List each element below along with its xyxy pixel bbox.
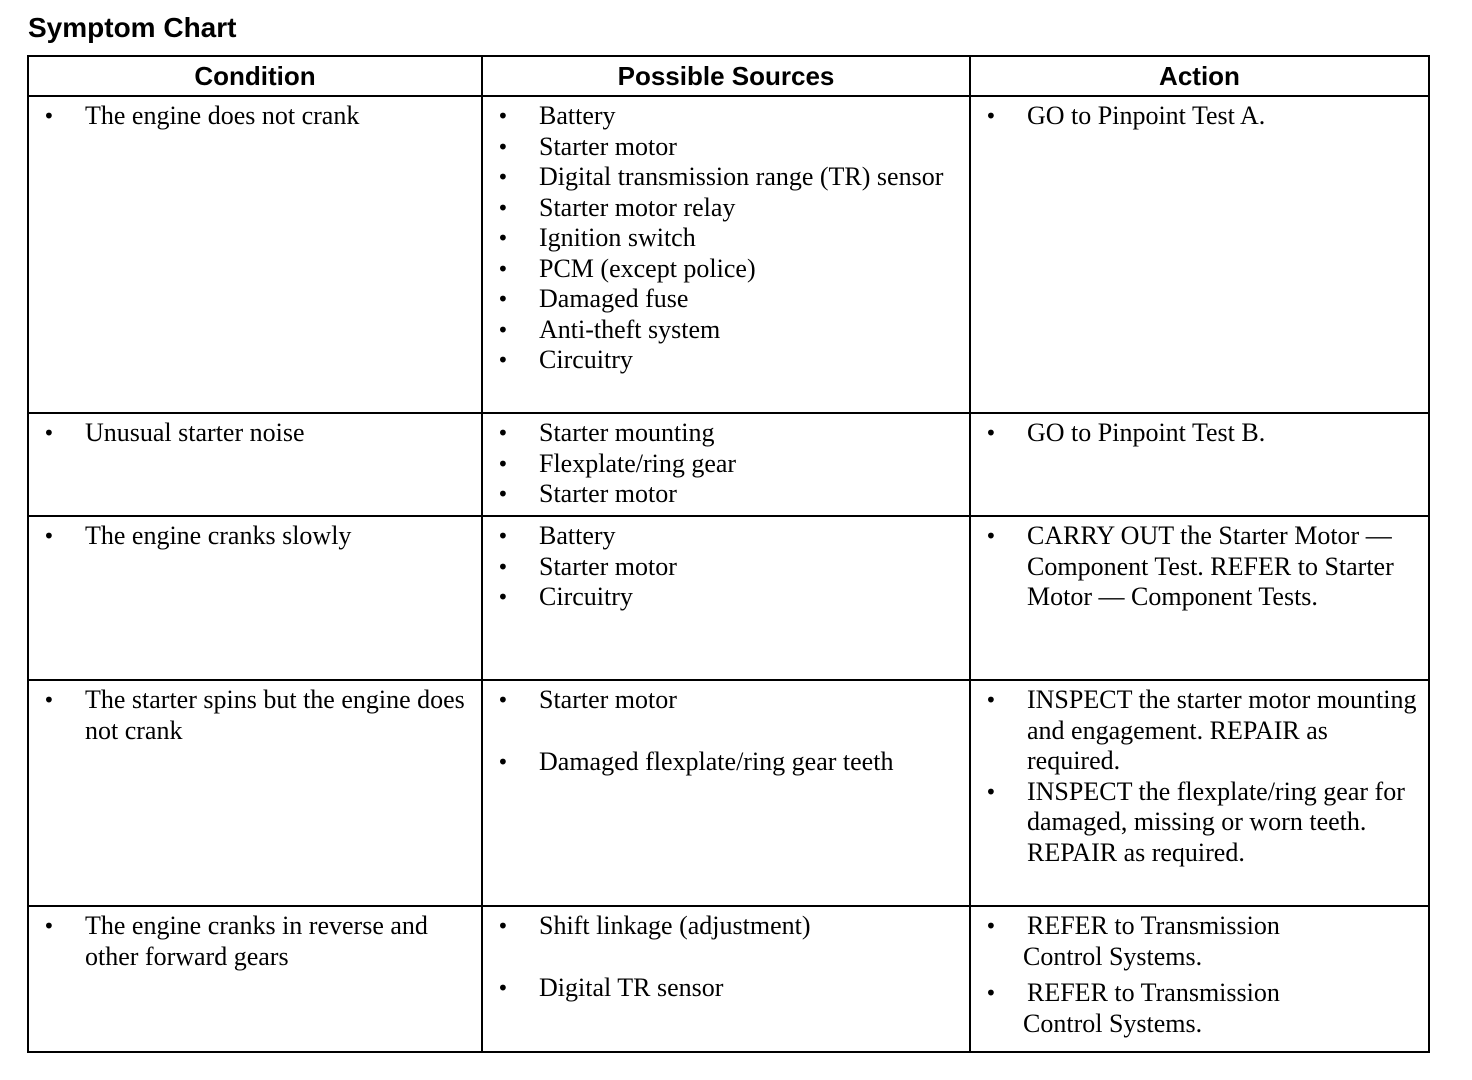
list-item: • INSPECT the starter motor mounting and engagement. REPAIR as required. [981,685,1420,777]
list-item: • Digital TR sensor [493,973,961,1004]
action-cell [970,906,1429,1052]
sources-cell [482,680,970,906]
column-header-condition: Condition [28,56,482,96]
table-row [28,906,1429,1052]
condition-cell [28,96,482,413]
action-cell [970,96,1429,413]
list-item: • GO to Pinpoint Test B. [981,418,1420,449]
list-item [981,911,1420,972]
list-item: • GO to Pinpoint Test A. [981,101,1420,132]
list-item: • The engine cranks in reverse and other forward gears [39,911,473,972]
list-item: • PCM (except police) [493,254,961,285]
condition-cell [28,680,482,906]
sources-cell [482,413,970,516]
action-cell [970,516,1429,680]
condition-cell [28,516,482,680]
page-title: Symptom Chart [28,12,237,43]
action-text: REFER to Transmission [1027,911,1280,940]
list-item: • Circuitry [493,345,961,376]
action-text: REFER to Transmission [1027,978,1280,1007]
list-item: • Starter motor [493,552,961,583]
list-item: • Shift linkage (adjustment) [493,911,961,942]
sources-cell [482,516,970,680]
action-text: Control Systems. [1023,941,1203,971]
condition-cell [28,413,482,516]
action-cell [970,413,1429,516]
list-item: • Anti-theft system [493,315,961,346]
list-item: • Digital transmission range (TR) sensor [493,162,961,193]
list-item: • Starter motor [493,685,961,716]
list-item: • Ignition switch [493,223,961,254]
column-header-sources: Possible Sources [482,56,970,96]
list-item: • Starter mounting [493,418,961,449]
action-text: Control Systems. [1023,1008,1203,1038]
header-row [28,56,1429,96]
list-item: • Circuitry [493,582,961,613]
table-row [28,96,1429,413]
list-item: • Starter motor relay [493,193,961,224]
list-item: • Damaged flexplate/ring gear teeth [493,747,961,778]
list-item: • Unusual starter noise [39,418,473,449]
list-item: • Battery [493,521,961,552]
sources-cell [482,96,970,413]
list-item: • Damaged fuse [493,284,961,315]
table-row [28,413,1429,516]
list-item: • Starter motor [493,132,961,163]
table-row [28,516,1429,680]
list-item: • Starter motor [493,479,961,510]
symptom-table [27,55,1430,1053]
list-item: • The engine cranks slowly [39,521,473,552]
condition-cell [28,906,482,1052]
column-header-action: Action [970,56,1429,96]
list-item: • CARRY OUT the Starter Motor — Component Test. REFER to Starter Motor — Component Tests. [981,521,1420,613]
list-item: • The starter spins but the engine does not crank [39,685,473,746]
list-item: • INSPECT the flexplate/ring gear for damaged, missing or worn teeth. REPAIR as required. [981,777,1420,869]
list-item: • Battery [493,101,961,132]
list-item [981,978,1420,1039]
table-row [28,680,1429,906]
action-cell [970,680,1429,906]
sources-cell [482,906,970,1052]
list-item: • Flexplate/ring gear [493,449,961,480]
list-item: • The engine does not crank [39,101,473,132]
